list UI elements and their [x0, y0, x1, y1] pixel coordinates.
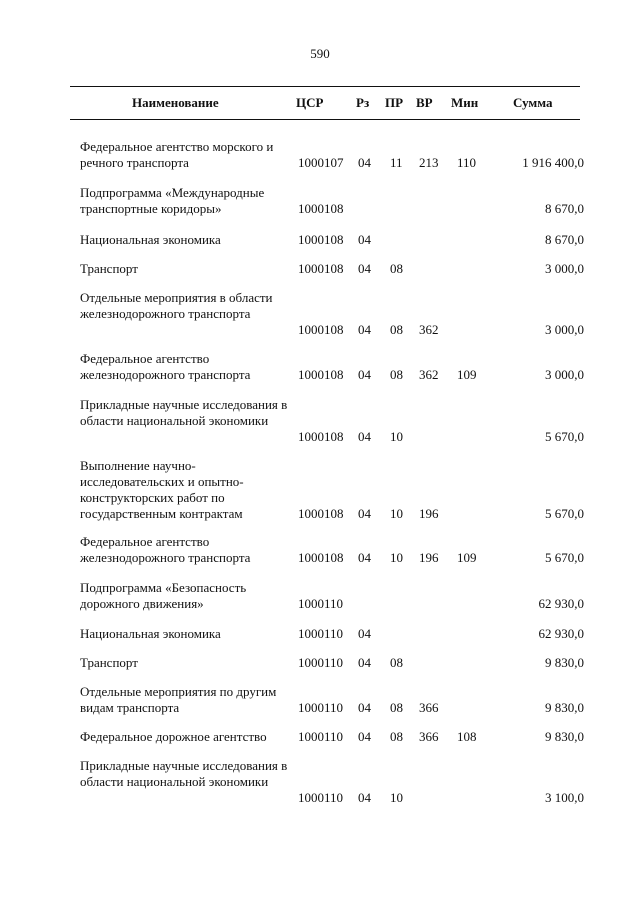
row-pr: 08 [390, 700, 403, 715]
row-pr: 08 [390, 261, 403, 276]
row-min: 109 [457, 367, 477, 382]
row-name: Транспорт [80, 261, 138, 276]
row-sum: 8 670,0 [545, 201, 584, 216]
row-rz: 04 [358, 232, 371, 247]
row-pr: 08 [390, 655, 403, 670]
row-name: Отдельные мероприятия в области железнодорожного транспорта [80, 290, 273, 321]
row-rz: 04 [358, 790, 371, 805]
row-min: 109 [457, 550, 477, 565]
row-vr: 196 [419, 550, 439, 565]
row-sum: 5 670,0 [545, 550, 584, 565]
row-name: Прикладные научные исследования в области национальной экономики [80, 397, 288, 428]
row-csr: 1000108 [298, 322, 344, 337]
row-sum: 3 000,0 [545, 322, 584, 337]
row-sum: 62 930,0 [538, 596, 584, 611]
row-vr: 366 [419, 700, 439, 715]
table-row [0, 397, 640, 445]
row-name: Федеральное агентство железнодорожного транспорта [80, 534, 251, 565]
table-row [0, 185, 640, 217]
row-pr: 08 [390, 729, 403, 744]
row-pr: 08 [390, 367, 403, 382]
row-rz: 04 [358, 626, 371, 641]
table-row [0, 580, 640, 612]
row-vr: 362 [419, 367, 439, 382]
table-row [0, 534, 640, 566]
header-rz: Рз [356, 95, 370, 110]
row-sum: 5 670,0 [545, 429, 584, 444]
row-csr: 1000108 [298, 550, 344, 565]
row-name: Подпрограмма «Международные транспортные коридоры» [80, 185, 265, 216]
row-name: Транспорт [80, 655, 138, 670]
row-sum: 3 000,0 [545, 367, 584, 382]
header-min: Мин [451, 95, 479, 110]
row-csr: 1000110 [298, 596, 344, 611]
row-rz: 04 [358, 322, 371, 337]
row-csr: 1000108 [298, 506, 344, 521]
row-name: Федеральное агентство морского и речного транспорта [80, 139, 274, 170]
row-csr: 1000110 [298, 790, 344, 805]
row-sum: 5 670,0 [545, 506, 584, 521]
row-csr: 1000110 [298, 700, 344, 715]
header-name: Наименование [132, 95, 219, 110]
row-sum: 1 916 400,0 [522, 155, 584, 170]
row-sum: 9 830,0 [545, 700, 584, 715]
row-sum: 3 000,0 [545, 261, 584, 276]
row-sum: 9 830,0 [545, 729, 584, 744]
row-name: Федеральное дорожное агентство [80, 729, 267, 744]
header-pr: ПР [385, 95, 404, 110]
row-csr: 1000108 [298, 429, 344, 444]
row-pr: 10 [390, 550, 403, 565]
row-vr: 196 [419, 506, 439, 521]
row-vr: 366 [419, 729, 439, 744]
header-sum: Сумма [513, 95, 553, 110]
table-row [0, 729, 640, 745]
row-vr: 362 [419, 322, 439, 337]
row-name: Отдельные мероприятия по другим видам транспорта [80, 684, 277, 715]
row-rz: 04 [358, 261, 371, 276]
row-csr: 1000108 [298, 232, 344, 247]
table-row [0, 626, 640, 642]
table-row [0, 758, 640, 806]
table-row [0, 351, 640, 383]
row-rz: 04 [358, 729, 371, 744]
row-csr: 1000108 [298, 261, 344, 276]
row-vr: 213 [419, 155, 439, 170]
row-name: Прикладные научные исследования в области национальной экономики [80, 758, 288, 789]
row-name: Подпрограмма «Безопасность дорожного движения» [80, 580, 247, 611]
table-row [0, 655, 640, 671]
row-name: Федеральное агентство железнодорожного транспорта [80, 351, 251, 382]
row-pr: 10 [390, 506, 403, 521]
row-sum: 9 830,0 [545, 655, 584, 670]
row-csr: 1000107 [298, 155, 344, 170]
row-csr: 1000110 [298, 729, 344, 744]
row-pr: 10 [390, 790, 403, 805]
row-rz: 04 [358, 429, 371, 444]
row-name: Национальная экономика [80, 626, 221, 641]
row-rz: 04 [358, 550, 371, 565]
header-csr: ЦСР [296, 95, 324, 110]
row-sum: 62 930,0 [538, 626, 584, 641]
row-min: 108 [457, 729, 477, 744]
row-sum: 8 670,0 [545, 232, 584, 247]
row-csr: 1000108 [298, 201, 344, 216]
row-name: Национальная экономика [80, 232, 221, 247]
row-sum: 3 100,0 [545, 790, 584, 805]
row-csr: 1000108 [298, 367, 344, 382]
row-rz: 04 [358, 655, 371, 670]
page-number: 590 [310, 46, 330, 61]
row-pr: 08 [390, 322, 403, 337]
row-name: Выполнение научно-исследовательских и опытно-конструкторских работ по государственным контрактам [80, 458, 244, 521]
table-row [0, 290, 640, 338]
table-header [70, 86, 580, 120]
table-row [0, 261, 640, 277]
row-pr: 10 [390, 429, 403, 444]
header-vr: ВР [416, 95, 433, 110]
row-rz: 04 [358, 367, 371, 382]
table-row [0, 684, 640, 716]
row-rz: 04 [358, 700, 371, 715]
row-rz: 04 [358, 155, 371, 170]
row-csr: 1000110 [298, 626, 344, 641]
table-row [0, 232, 640, 248]
row-rz: 04 [358, 506, 371, 521]
table-row [0, 458, 640, 522]
row-csr: 1000110 [298, 655, 344, 670]
row-min: 110 [457, 155, 477, 170]
table-row [0, 139, 640, 171]
row-pr: 11 [390, 155, 403, 170]
